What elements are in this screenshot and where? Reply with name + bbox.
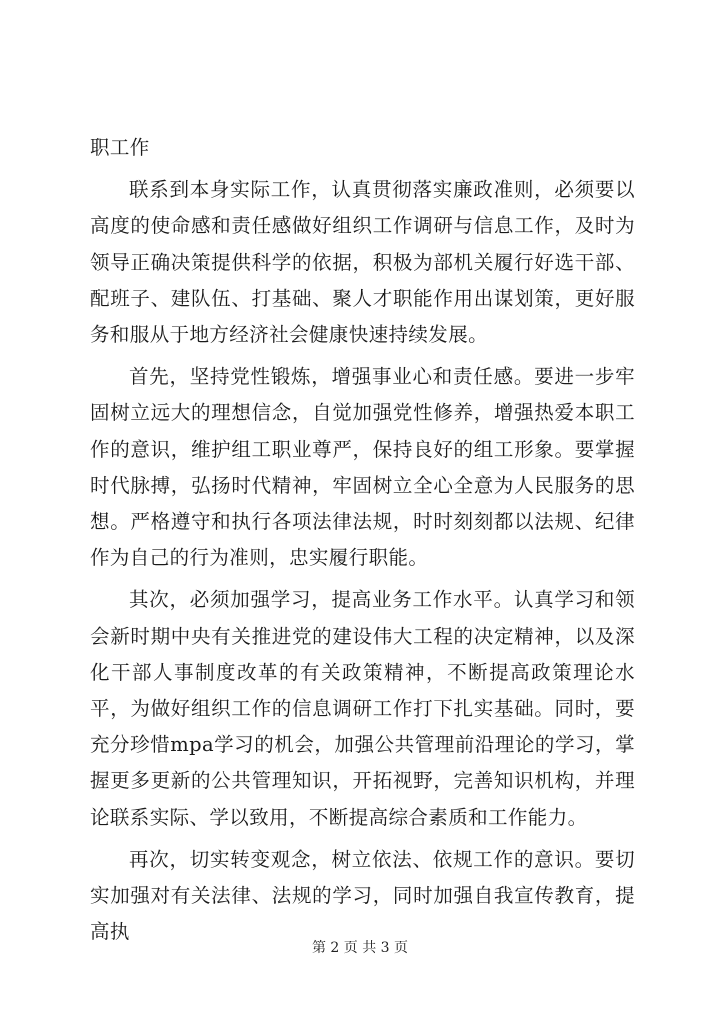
page-number-footer: 第 2 页 共 3 页 [311,940,409,956]
paragraph-third: 再次，切实转变观念，树立依法、依规工作的意识。要切实加强对有关法律、法规的学习，同时加强自我宣传教育，提高执 [90,847,635,944]
paragraph-second: 其次，必须加强学习，提高业务工作水平。认真学习和领会新时期中央有关推进党的建设伟大工程的决定精神，以及深化干部人事制度改革的有关政策精神，不断提高政策理论水平，为做好组织工作的信息调研工作打下扎实基础。同时，要充分珍惜mpa学习的机会，加强公共管理前沿理论的学习，掌握更多更新的公共管理知识，开拓视野，完善知识机构，并理论联系实际、学以致用，不断提高综合素质和工作能力。 [90,588,635,829]
paragraph-first: 首先，坚持党性锻炼，增强事业心和责任感。要进一步牢固树立远大的理想信念，自觉加强党性修养，增强热爱本职工作的意识，维护组工职业尊严，保持良好的组工形象。要掌握时代脉搏，弘扬时代精神，牢固树立全心全意为人民服务的思想。严格遵守和执行各项法律法规，时时刻刻都以法规、纪律作为自己的行为准则，忠实履行职能。 [90,365,635,570]
paragraph-intro: 联系到本身实际工作，认真贯彻落实廉政准则，必须要以高度的使命感和责任感做好组织工作调研与信息工作，及时为领导正确决策提供科学的依据，积极为部机关履行好选干部、配班子、建队伍、打基础、聚人才职能作用出谋划策，更好服务和服从于地方经济社会健康快速持续发展。 [90,178,635,347]
document-body [90,130,635,950]
paragraph-continuation: 职工作 [90,136,150,159]
